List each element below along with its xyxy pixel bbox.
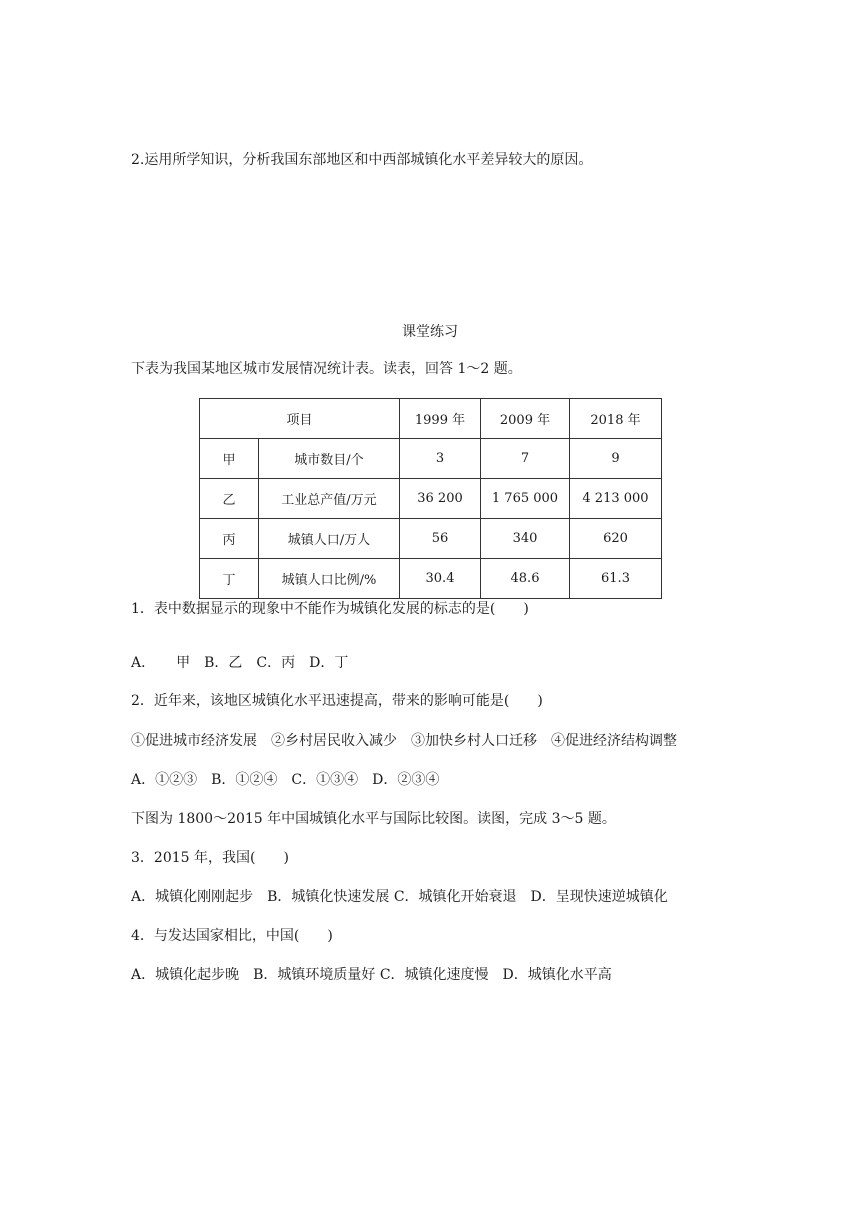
row-code: 丙: [200, 519, 259, 559]
cell-value: 56: [400, 519, 481, 559]
table-row: [200, 559, 662, 599]
cell-value: 48.6: [481, 559, 570, 599]
table-row: [200, 439, 662, 479]
table-header-row: [200, 399, 662, 439]
question-2-stem: 2．近年来，该地区城镇化水平迅速提高，带来的影响可能是( ): [131, 693, 543, 709]
header-cell-1999: 1999 年: [400, 399, 481, 439]
figure-intro: 下图为 1800～2015 年中国城镇化水平与国际比较图。读图，完成 3～5 题。: [131, 811, 616, 827]
question-4-options: A．城镇化起步晚 B．城镇环境质量好 C．城镇化速度慢 D．城镇化水平高: [131, 967, 612, 983]
cell-value: 7: [481, 439, 570, 479]
cell-value: 30.4: [400, 559, 481, 599]
table-row: [200, 519, 662, 559]
cell-value: 4 213 000: [570, 479, 662, 519]
header-cell-2018: 2018 年: [570, 399, 662, 439]
question-1-stem: 1．表中数据显示的现象中不能作为城镇化发展的标志的是( ): [131, 601, 529, 617]
table-row: [200, 479, 662, 519]
question-3-options: A．城镇化刚刚起步 B．城镇化快速发展 C．城镇化开始衰退 D．呈现快速逆城镇化: [131, 889, 668, 905]
row-item: 城市数目/个: [259, 439, 400, 479]
question-4-stem: 4．与发达国家相比，中国( ): [131, 928, 333, 944]
section-title: 课堂练习: [402, 324, 458, 340]
cell-value: 620: [570, 519, 662, 559]
cell-value: 9: [570, 439, 662, 479]
row-item: 城镇人口比例/%: [259, 559, 400, 599]
header-cell-2009: 2009 年: [481, 399, 570, 439]
statistics-table: [199, 398, 662, 599]
row-code: 乙: [200, 479, 259, 519]
cell-value: 340: [481, 519, 570, 559]
question-2-statements: ①促进城市经济发展 ②乡村居民收入减少 ③加快乡村人口迁移 ④促进经济结构调整: [131, 733, 677, 749]
header-cell-item: 项目: [200, 399, 400, 439]
row-code: 甲: [200, 439, 259, 479]
cell-value: 36 200: [400, 479, 481, 519]
row-item: 工业总产值/万元: [259, 479, 400, 519]
table-intro: 下表为我国某地区城市发展情况统计表。读表，回答 1～2 题。: [131, 361, 522, 377]
question-3-stem: 3．2015 年，我国( ): [131, 850, 289, 866]
cell-value: 3: [400, 439, 481, 479]
row-code: 丁: [200, 559, 259, 599]
question-2-analysis: 2.运用所学知识，分析我国东部地区和中西部城镇化水平差异较大的原因。: [131, 152, 593, 168]
cell-value: 61.3: [570, 559, 662, 599]
cell-value: 1 765 000: [481, 479, 570, 519]
question-1-options: A． 甲 B．乙 C．丙 D．丁: [131, 655, 349, 671]
row-item: 城镇人口/万人: [259, 519, 400, 559]
question-2-options: A．①②③ B．①②④ C．①③④ D．②③④: [131, 772, 440, 788]
